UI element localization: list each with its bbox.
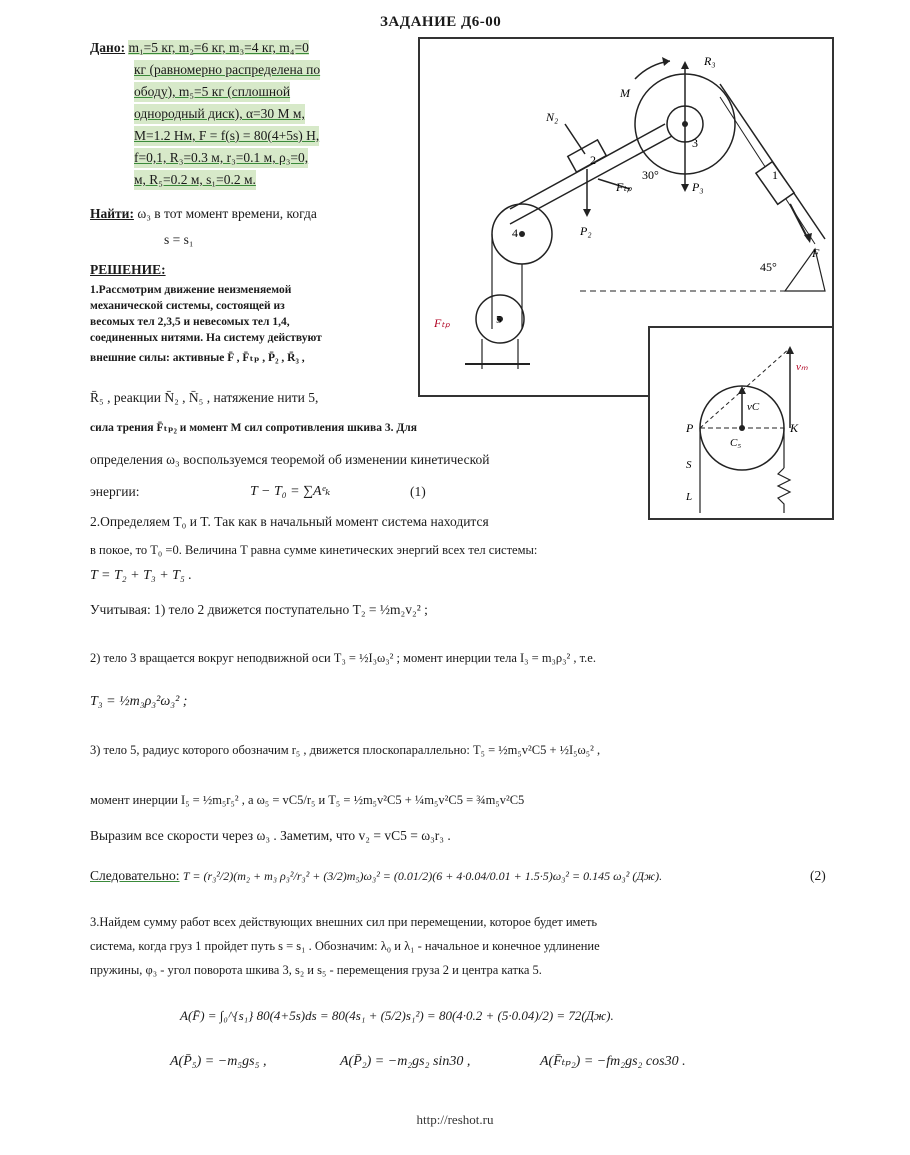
given-line-5: M=1.2 Нм, F = f(s) = 80(4+5s) Н, [134, 126, 319, 146]
section2-line-10-eq: T = (r₃²/2)(m₂ + m₃ ρ₃²/r₃² + (3/2)m₅)ω₃² = (0.01/2)(6 + 4·0.04/0.01 + 1.5·5)ω₃² = 0.145 ω₃² (Дж). [182, 869, 663, 883]
detail-label-c: C₅ [730, 437, 742, 449]
detail-label-k: K [790, 421, 799, 435]
section3-line-2: система, когда груз 1 пройдет путь s = s₁ . Обозначим: λ₀ и λ₁ - начальное и конечное удлинение [90, 939, 600, 953]
section2-line-1: 2.Определяем T₀ и T. Так как в начальный момент система находится [90, 514, 489, 529]
solution-p3: сила трения F̄ₜₚ₂ и момент M сил сопротивления шкива 3. Для [90, 422, 417, 434]
wheel-detail-figure [648, 326, 834, 520]
moment-arrow [662, 57, 670, 66]
section2-line-6: T₃ = ½m₃ρ₃²ω₃² ; [90, 694, 188, 709]
detail-label-p: P [686, 421, 694, 435]
find-line-2: s = s₁ [164, 232, 194, 247]
given-line-7: м, R₅=0.2 м, s₁=0.2 м. [134, 170, 256, 190]
given-line-1 [90, 38, 309, 58]
given-line-3: ободу), m₅=5 кг (сплошной [134, 82, 290, 102]
solution-label: РЕШЕНИЕ: [90, 262, 166, 277]
section2-line-4: Учитывая: 1) тело 2 движется поступательно T₂ = ½m₂v₂² ; [90, 602, 428, 617]
section2-line-7: 3) тело 5, радиус которого обозначим r₅ , движется плоскопараллельно: T₅ = ½m₅v²C5 + ½I₅ω₅² , [90, 743, 601, 757]
detail-vc-arrowhead [738, 386, 746, 394]
footer-url: http://reshot.ru [416, 1112, 494, 1127]
solution-p5-num: (1) [410, 484, 426, 499]
section2-line-9: Выразим все скорости через ω₃ . Заметим, что v₂ = vC5 = ω₃r₃ . [90, 828, 451, 843]
solution-p5-eq: T − T₀ = ∑Aᵉₖ [250, 484, 331, 499]
label-body-5: 5 [496, 314, 502, 326]
n2-arrow-line [565, 124, 585, 154]
given-text-1: m₁=5 кг, m₂=6 кг, m₃=4 кг, m₄=0 [128, 40, 309, 55]
p3-arrowhead [681, 184, 689, 192]
section3-eq-2c: A(F̄ₜₚ₂) = −fm₂gs₂ cos30 . [540, 1054, 686, 1069]
detail-label-vc: vC [747, 401, 760, 413]
label-m: M [620, 86, 630, 100]
page-title: ЗАДАНИЕ Д6-00 [380, 14, 502, 30]
solution-p1-forces: внешние силы: активные F̄ , F̄ₜₚ , P̄₂ , R̄₃ , [90, 352, 305, 364]
label-f: F [812, 246, 820, 260]
label-p2: P₂ [580, 224, 592, 238]
section2-line-3: T = T₂ + T₃ + T₅ . [90, 568, 192, 583]
given-line-4: однородный диск), α=30 М м, [134, 104, 305, 124]
section2-line-10 [90, 866, 662, 886]
section3-line-3: пружины, φ₃ - угол поворота шкива 3, s₂ и s₅ - перемещения груза 2 и центра катка 5. [90, 963, 542, 977]
solution-p4: определения ω₃ воспользуемся теоремой об изменении кинетической [90, 452, 490, 467]
detail-label-s: S [686, 459, 692, 471]
solution-p1-3: весомых тел 2,3,5 и невесомых тел 1,4, [90, 316, 290, 328]
find-label: Найти: [90, 206, 134, 221]
detail-label-vm: vₘ [796, 361, 808, 373]
section2-line-10-label: Следовательно: [90, 868, 180, 883]
solution-p1-2: механической системы, состоящей из [90, 300, 285, 312]
solution-p5-label: энергии: [90, 484, 140, 499]
section3-line-1: 3.Найдем сумму работ всех действующих внешних сил при перемещении, которое будет иметь [90, 915, 598, 929]
label-n2: N₂ [546, 110, 559, 124]
solution-p2: R̄₅ , реакции N̄₂ , N̄₅ , натяжение нити 5, [90, 390, 319, 405]
label-p3: P₃ [692, 180, 704, 194]
section2-line-8: момент инерции I₅ = ½m₅r₅² , а ω₅ = vC5/r₅ и T₅ = ½m₅v²C5 + ¼m₅v²C5 = ¾m₅v²C5 [90, 793, 525, 807]
label-body-3: 3 [692, 136, 698, 150]
solution-p1-1: 1.Рассмотрим движение неизменяемой [90, 284, 292, 296]
label-angle-45: 45° [760, 260, 777, 274]
detail-label-l: L [686, 491, 693, 503]
pulley-4-axle [519, 231, 525, 237]
detail-velocity-line [700, 348, 790, 428]
find-text-1: ω₃ в тот момент времени, когда [137, 206, 317, 221]
given-label: Дано: [90, 40, 126, 55]
solution-p1-4: соединенных нитями. На систему действуют [90, 332, 322, 344]
p2-arrowhead [583, 209, 591, 217]
label-angle-30: 30° [642, 168, 659, 182]
label-body-4: 4 [512, 226, 518, 240]
find-line-1 [90, 204, 317, 224]
wheel-detail-diagram [650, 328, 832, 518]
section3-eq-1: A(F̄) = ∫₀^{s₁} 80(4+5s)ds = 80(4s₁ + (5/2)s₁²) = 80(4·0.2 + (5·0.04)/2) = 72(Дж). [180, 1008, 614, 1023]
label-r3: R₃ [704, 54, 716, 68]
section2-line-2: в покое, то T₀ =0. Величина T равна сумме кинетических энергий всех тел системы: [90, 543, 538, 557]
label-ftr-wheel: Fₜₚ [434, 316, 451, 330]
section3-eq-2b: A(P̄₂) = −m₂gs₂ sin30 , [340, 1054, 471, 1069]
detail-vm-arrowhead [786, 346, 794, 354]
r3-arrowhead [681, 61, 689, 69]
label-body-2: 2 [590, 153, 596, 167]
section2-line-10-num: (2) [810, 868, 826, 883]
given-line-2: кг (равномерно распределена по [134, 60, 320, 80]
label-ftr: Fₜₚ [616, 180, 633, 194]
section3-eq-2a: A(P̄₅) = −m₅gs₅ , [170, 1054, 267, 1069]
detail-spring [778, 468, 790, 513]
given-line-6: f=0,1, R₃=0.3 м, r₃=0.1 м, ρ₃=0, [134, 148, 308, 168]
label-body-1: 1 [772, 168, 778, 182]
section2-line-5: 2) тело 3 вращается вокруг неподвижной оси T₃ = ½I₃ω₃² ; момент инерции тела I₃ = m₃ρ₃² , т.е. [90, 651, 596, 665]
